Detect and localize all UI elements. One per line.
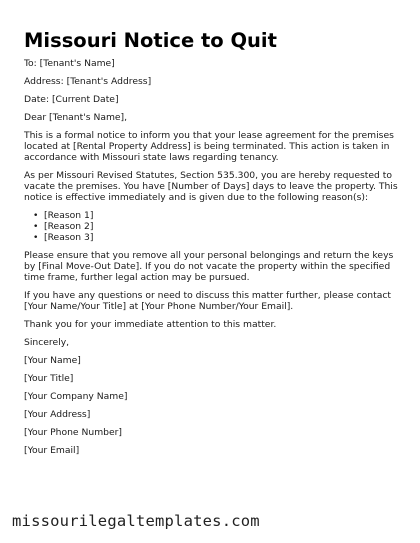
document-title: Missouri Notice to Quit [24, 29, 277, 52]
date-line: Date: [Current Date] [24, 94, 119, 105]
salutation: Dear [Tenant's Name], [24, 112, 128, 123]
list-item: • [Reason 3] [44, 232, 400, 243]
signature-email: [Your Email] [24, 445, 80, 456]
paragraph-statute: As per Missouri Revised Statutes, Section 535.300, you are hereby requested to vacate the premises. You have [Number of Days] days to leave the property. This notice is effective immediately and is given due to the following reason(s): [24, 170, 398, 203]
signature-title: [Your Title] [24, 373, 74, 384]
paragraph-termination: This is a formal notice to inform you that your lease agreement for the premises located at [Rental Property Address] is being terminated. This action is taken in accordance with Missouri state laws regarding tenancy. [24, 130, 394, 163]
paragraph-belongings: Please ensure that you remove all your personal belongings and return the keys by [Final Move-Out Date]. If you do not vacate the property within the specified time frame, further legal action may be pursued. [24, 250, 394, 283]
list-item: • [Reason 1] [44, 210, 400, 221]
signature-block [24, 337, 400, 456]
signature-company: [Your Company Name] [24, 391, 128, 402]
signature-address: [Your Address] [24, 409, 91, 420]
list-item: • [Reason 2] [44, 221, 400, 232]
to-line: To: [Tenant's Name] [24, 58, 115, 69]
address-line: Address: [Tenant's Address] [24, 76, 152, 87]
reasons-list [24, 210, 400, 243]
closing: Sincerely, [24, 337, 70, 348]
signature-phone: [Your Phone Number] [24, 427, 122, 438]
document-body [24, 58, 400, 463]
signature-name: [Your Name] [24, 355, 81, 366]
paragraph-contact: If you have any questions or need to discuss this matter further, please contact [Your Name/Your Title] at [Your Phone Number/Your Email]. [24, 290, 391, 312]
watermark-url: missourilegaltemplates.com [12, 512, 260, 530]
paragraph-thanks: Thank you for your immediate attention to this matter. [24, 319, 277, 330]
